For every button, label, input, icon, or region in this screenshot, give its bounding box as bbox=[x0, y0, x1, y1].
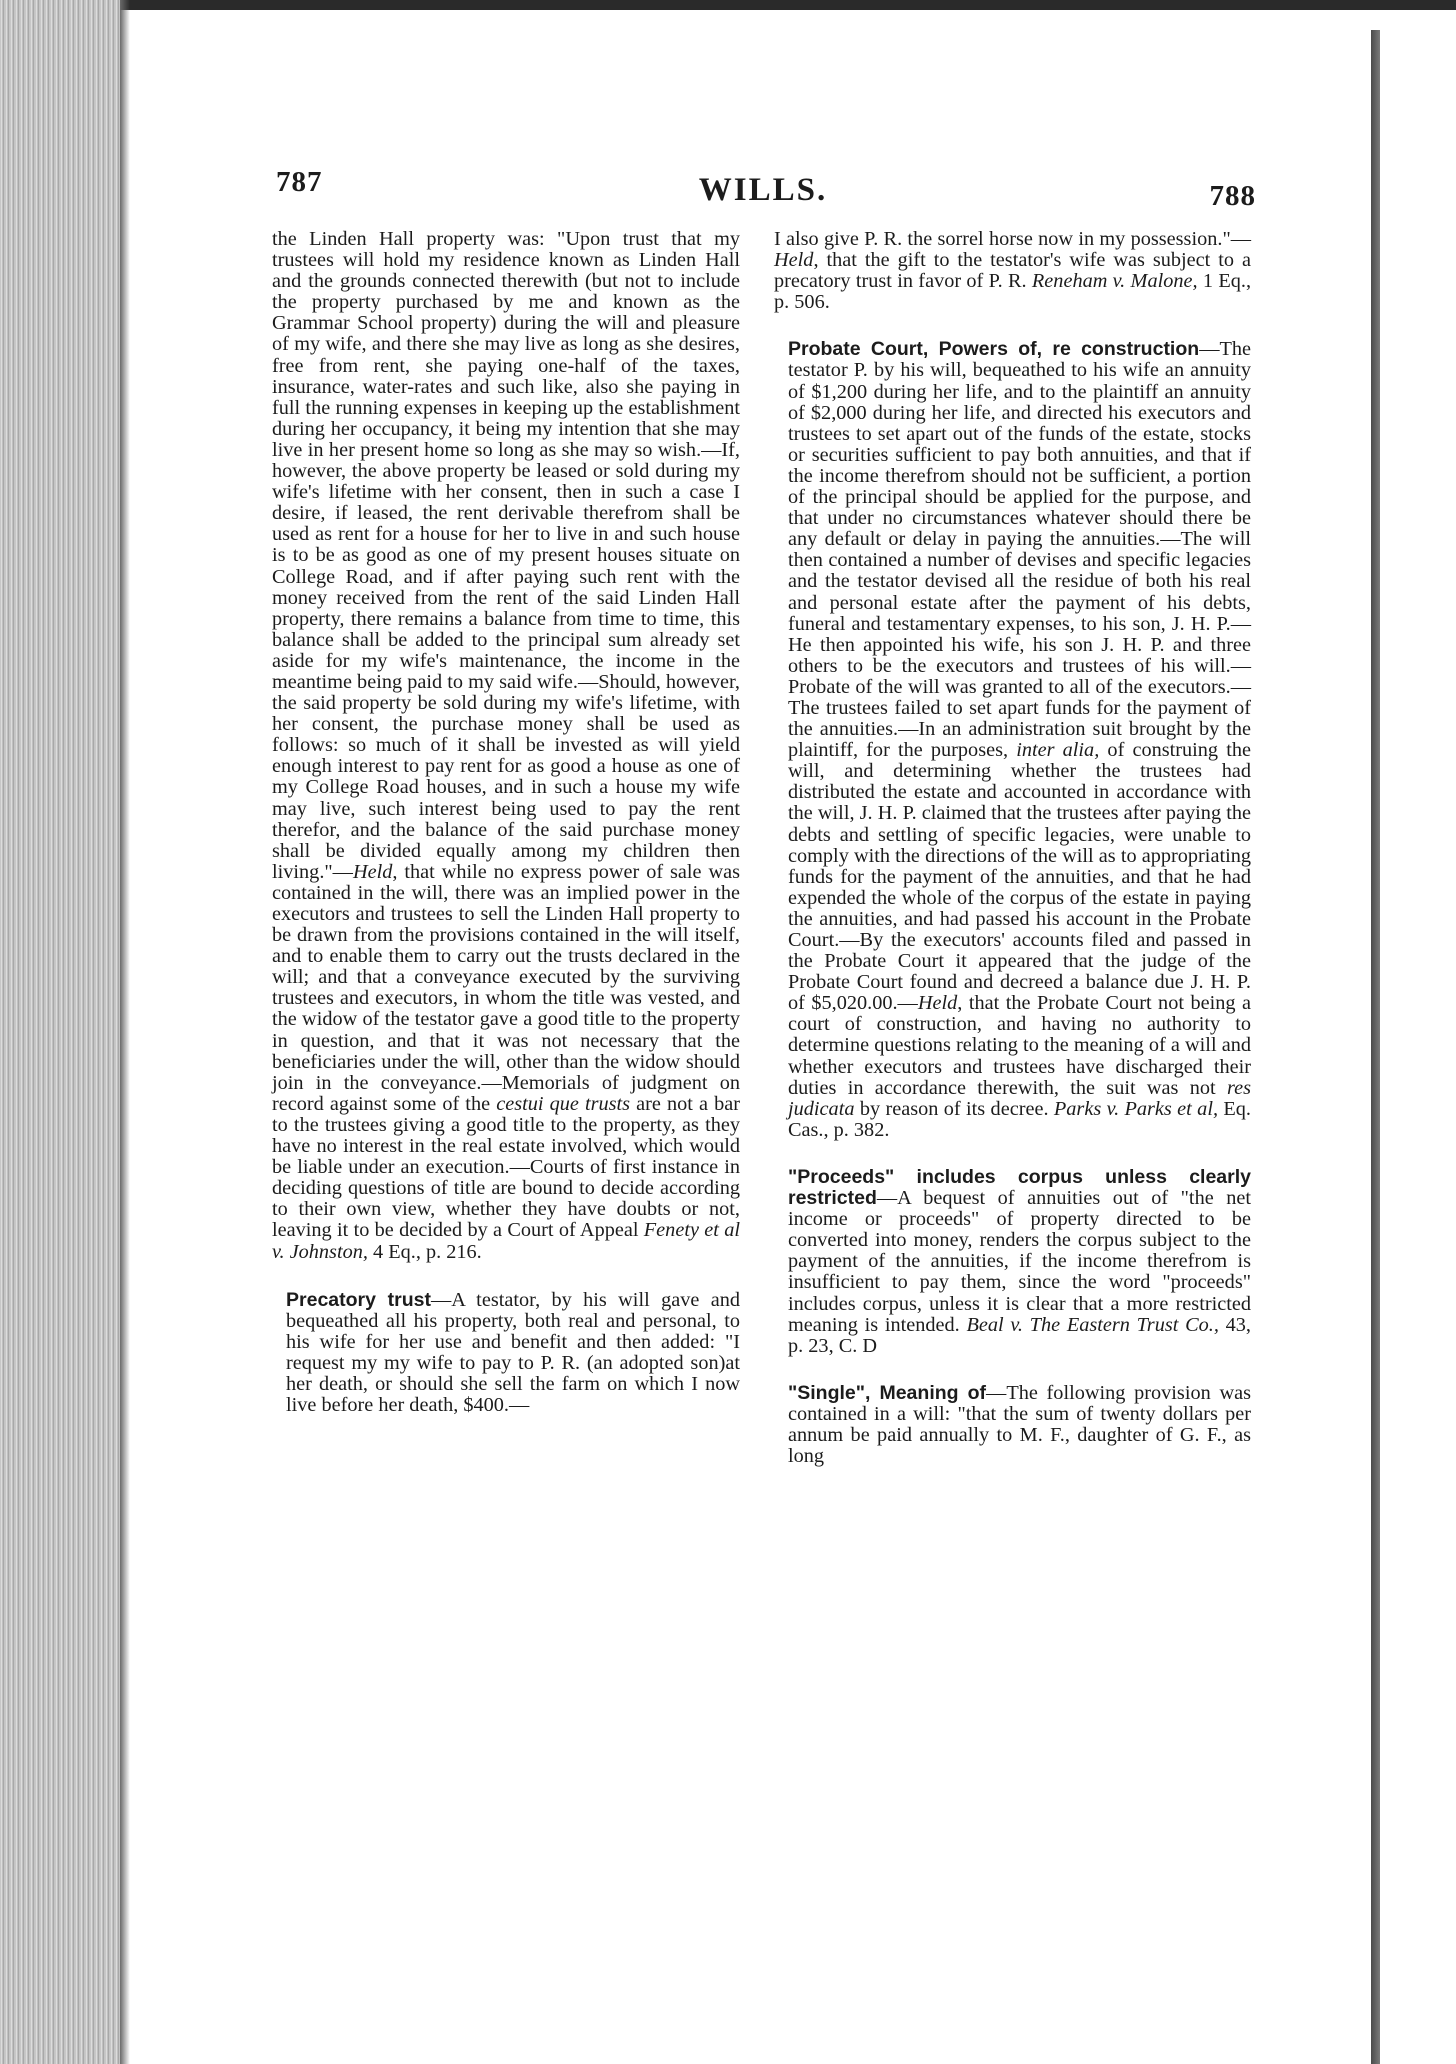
entry-proceeds bbox=[774, 1167, 1251, 1357]
left-page-number: 787 bbox=[276, 166, 323, 198]
entry-heading: "Single", Meaning of bbox=[788, 1381, 987, 1404]
entry-body: the Linden Hall property was: "Upon trust that my trustees will hold my residence known as Linden Hall and the grounds connected therewith (but not to include the property purchased by me and known as the Grammar School property) during the will and pleasure of my wife, and there she may live as long as she desires, free from rent, she paying one-half of the taxes, insurance, water-rates and such like, also she paying in full the running expenses in keeping up the establishment during her occupancy, it being my intention that she may live in her present home so long as she may so wish.—If, however, the above property be leased or sold during my wife's lifetime with her consent, then in such a case I desire, if leased, the rent derivable therefrom shall be used as rent for a house for her to live in and such house is to be as good as one of my present houses situate on College Road, and if after paying such rent with the money received from the rent of the said Linden Hall property, there remains a balance from time to time, this balance shall be added to the principal sum already set aside for my wife's maintenance, the income in the meantime being paid to my said wife.—Should, however, the said property be sold during my wife's lifetime, with her consent, the purchase money shall be used as follows: so much of it shall be invested as will yield enough interest to pay rent for as good a house as one of my College Road houses, and in such a house my wife may live, such interest being used to pay the rent therefor, and the balance of the said purchase money shall be divided equally among my children then living."—Held, that while no express power of sale was contained in the will, there was an implied power in the executors and trustees to sell the Linden Hall property to be drawn from the provisions contained in the will itself, and to enable them to carry out the trusts declared in the will; and that a conveyance executed by the surviving trustees and executors, in whom the title was vested, and the widow of the testator gave a good title to the property in question, and that it was not necessary that the beneficiaries under the will, other than the widow should join in the conveyance.—Memorials of judgment on record against some of the cestui que trusts are not a bar to the trustees giving a good title to the property, as they have no interest in the real estate involved, which would be liable under an execution.—Courts of first instance in deciding questions of title are bound to decide according to their own view, whether they have doubts or not, leaving it to be decided by a Court of Appeal Fenety et al v. Johnston, 4 Eq., p. 216. bbox=[272, 228, 741, 1263]
case-citation: Beal v. The Eastern Trust Co., bbox=[966, 1313, 1219, 1336]
book-page-edges bbox=[0, 0, 120, 2064]
entry-precatory-trust bbox=[272, 1290, 740, 1417]
running-title: WILLS. bbox=[698, 172, 828, 208]
entry-single bbox=[774, 1383, 1251, 1467]
entry-heading: Probate Court, Powers of, re construction bbox=[788, 338, 1200, 361]
right-page-number: 788 bbox=[1209, 180, 1256, 212]
left-column bbox=[272, 229, 740, 1416]
case-citation: Fenety et al v. Johnston, bbox=[272, 1219, 740, 1263]
entry-body: "Proceeds" includes corpus unless clearly restricted—A bequest of annuities out of "the net income or proceeds" of property directed to be converted into money, renders the corpus subject to the payment of the annuities, if the income therefrom is insufficient to pay them, since the word "proceeds" includes corpus, unless it is clear that a more restricted meaning is intended. Beal v. The Eastern Trust Co., 43, p. 23, C. D bbox=[788, 1165, 1251, 1357]
page-header bbox=[270, 166, 1256, 216]
entry-body: Precatory trust—A testator, by his will gave and bequeathed all his property, both real and personal, to his wife for her use and benefit and then added: "I request my my wife to pay to P. R. (an adopted son)at her death, or should she sell the farm on which I now live before her death, $400.— bbox=[286, 1288, 740, 1417]
entry-body: Probate Court, Powers of, re construction—The testator P. by his will, bequeathed to his wife an annuity of $1,200 during her life, and to the plaintiff an annuity of $2,000 during her life, and directed his executors and trustees to set apart out of the funds of the estate, stocks or securities sufficient to pay both annuities, and that if the income therefrom should not be sufficient, a portion of the principal should be applied for the purpose, and that under no circumstances whatever should there be any default or delay in paying the annuities.—The will then contained a number of devises and specific legacies and the testator devised all the residue of both his real and personal estate after the payment of his debts, funeral and testamentary expenses, to his son, J. H. P.—He then appointed his wife, his son J. H. P. and three others to be the executors and trustees of his will.—Probate of the will was granted to all of the executors.—The trustees failed to set apart funds for the payment of the annuities.—In an administration suit brought by the plaintiff, for the purposes, inter alia, of construing the will, and determining whether the trustees had distributed the estate and accounted in accordance with the will, J. H. P. claimed that the trustees after paying the debts and settling of specific legacies, were unable to comply with the directions of the will as to appropriating funds for the payment of the annuities, and that he had expended the whole of the corpus of the estate in paying the annuities, and had passed his account in the Probate Court.—By the executors' accounts filed and passed in the Probate Court it appeared that the judge of the Probate Court found and decreed a balance due J. H. P. of $5,020.00.—Held, that the Probate Court not being a court of construction, and having no authority to determine questions relating to the meaning of a will and whether executors and trustees have discharged their duties in accordance therewith, the suit was not res judicata by reason of its decree. Parks v. Parks et al, Eq. Cas., p. 382. bbox=[788, 338, 1251, 1141]
entry-precatory-trust-continued bbox=[774, 229, 1251, 313]
right-page-edge bbox=[1371, 30, 1380, 2064]
right-column bbox=[774, 229, 1251, 1467]
entry-heading: "Proceeds" includes corpus unless clearly restricted bbox=[788, 1165, 1251, 1210]
scan-top-border bbox=[0, 0, 1456, 10]
entry-linden-hall-continued bbox=[272, 229, 740, 1263]
entry-body: I also give P. R. the sorrel horse now in my possession."—Held, that the gift to the testator's wife was subject to a precatory trust in favor of P. R. Reneham v. Malone, 1 Eq., p. 506. bbox=[774, 228, 1252, 314]
entry-body: "Single", Meaning of—The following provision was contained in a will: "that the sum of twenty dollars per annum be paid annually to M. F., daughter of G. F., as long bbox=[788, 1381, 1251, 1468]
case-citation: Reneham v. Malone, bbox=[1031, 270, 1198, 293]
entry-heading: Precatory trust bbox=[286, 1288, 432, 1311]
binding-shadow bbox=[120, 0, 130, 2064]
case-citation: Parks v. Parks et al, bbox=[1053, 1097, 1219, 1120]
entry-probate-court bbox=[774, 339, 1251, 1141]
